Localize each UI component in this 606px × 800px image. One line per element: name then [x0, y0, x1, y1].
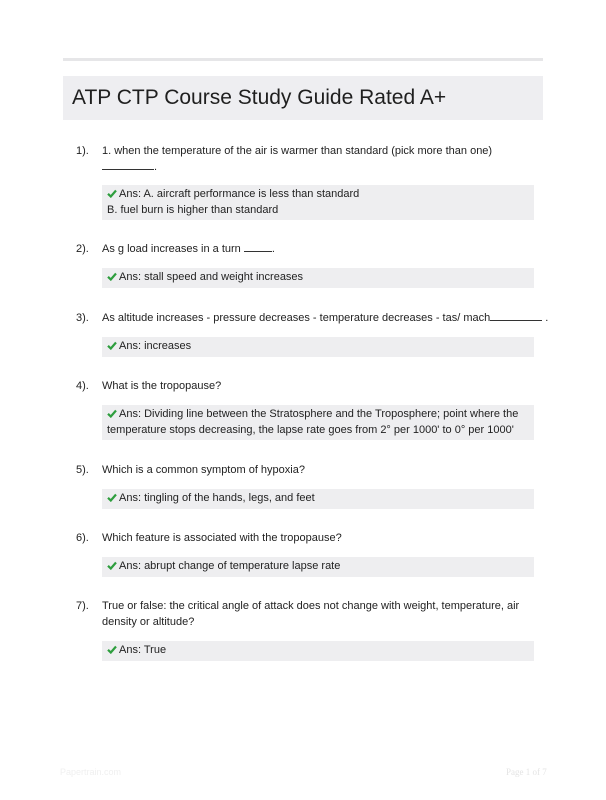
check-mark-icon	[107, 272, 117, 281]
question-text-main: As g load increases in a turn	[102, 243, 241, 255]
check-mark-icon	[107, 645, 117, 654]
answer-blank	[490, 311, 542, 321]
check-mark-icon	[107, 341, 117, 350]
question-text: Which feature is associated with the tropopause?	[102, 532, 342, 544]
page-number: Page 1 of 7	[506, 767, 547, 777]
answer-text: Ans: True	[119, 644, 167, 656]
answer-blank	[102, 160, 154, 170]
answer-line	[107, 407, 528, 423]
question-text-line: 1. when the temperature of the air is warmer than standard (pick more than one)	[102, 145, 493, 157]
top-divider	[63, 58, 543, 61]
check-mark-icon	[107, 189, 117, 198]
question-text	[102, 310, 552, 326]
question-number: 7).	[76, 600, 89, 612]
question-text: Which is a common symptom of hypoxia?	[102, 464, 305, 476]
check-mark-icon	[107, 493, 117, 502]
answer-text: Ans: Dividing line between the Stratosphere and the Troposphere; point where the	[119, 408, 519, 420]
question-text: What is the tropopause?	[102, 380, 222, 392]
answer-text: Ans: increases	[119, 340, 192, 352]
answer-box	[102, 557, 534, 577]
question-number: 1).	[76, 145, 89, 157]
document-title: ATP CTP Course Study Guide Rated A+	[72, 86, 447, 109]
answer-text: Ans: abrupt change of temperature lapse rate	[119, 560, 341, 572]
answer-text: Ans: tingling of the hands, legs, and feet	[119, 492, 315, 504]
question-number: 6).	[76, 532, 89, 544]
answer-box	[102, 337, 534, 357]
question-text	[102, 143, 538, 175]
answer-box	[102, 405, 534, 440]
answer-line	[107, 187, 528, 203]
answer-box	[102, 185, 534, 220]
question-text-line	[102, 159, 538, 175]
answer-box	[102, 268, 534, 288]
question-text	[102, 241, 538, 257]
question-text-end: .	[154, 161, 158, 173]
question-text	[102, 598, 538, 630]
question-text-main: As altitude increases - pressure decreases - temperature decreases - tas/ mach	[102, 312, 491, 324]
question-text-line: True or false: the critical angle of attack does not change with weight, temperature, air	[102, 600, 520, 612]
title-banner	[63, 76, 543, 120]
answer-line: B. fuel burn is higher than standard	[107, 203, 279, 216]
check-mark-icon	[107, 561, 117, 570]
answer-box	[102, 489, 534, 509]
answer-blank	[244, 242, 272, 252]
question-number: 2).	[76, 243, 89, 255]
question-number: 3).	[76, 312, 89, 324]
answer-text: Ans: stall speed and weight increases	[119, 271, 304, 283]
question-text-end: .	[271, 243, 275, 255]
answer-text: Ans: A. aircraft performance is less than standard	[119, 188, 360, 200]
question-text-end: .	[545, 312, 549, 324]
check-mark-icon	[107, 409, 117, 418]
question-number: 5).	[76, 464, 89, 476]
question-text-line: density or altitude?	[102, 616, 195, 628]
answer-box	[102, 641, 534, 661]
question-number: 4).	[76, 380, 89, 392]
footer-site: Papertrain.com	[60, 767, 122, 777]
answer-line: temperature stops decreasing, the lapse rate goes from 2° per 1000' to 0° per 1000'	[107, 423, 514, 436]
